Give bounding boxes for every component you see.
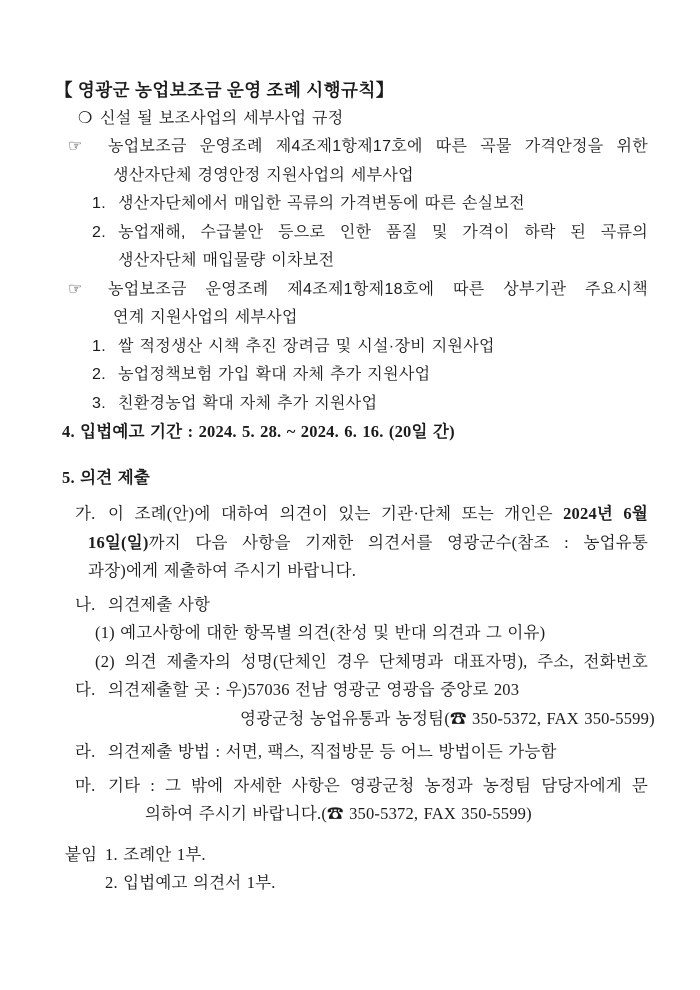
item-ma-line2: 의하여 주시기 바랍니다.(☎ 350-5372, FAX 350-5599) — [145, 804, 532, 823]
section4-notice-period: 4. 입법예고 기간 : 2024. 5. 28. ~ 2024. 6. 16. (20일 간) — [62, 422, 455, 441]
deadline-month-bold: 2024년 6월 — [563, 504, 649, 523]
item-ma-line1 — [0, 772, 700, 801]
hand-bullet-icon: ☞ — [68, 280, 83, 298]
rule-item — [0, 190, 700, 219]
rule-group-clause18-line1 — [0, 276, 700, 305]
item-ma-text: 기타 : 그 밖에 자세한 사항은 영광군청 농정과 농정팀 담당자에게 문 — [108, 775, 648, 795]
rule-subheading — [0, 105, 700, 134]
item-na-title: 의견제출 사항 — [108, 594, 211, 614]
rule-subheading-text: 신설 될 보조사업의 세부사업 규정 — [100, 109, 344, 127]
attachment-item2: 2. 입법예고 의견서 1부. — [105, 873, 276, 892]
item-ga-text: 이 조례(안)에 대하여 의견이 있는 기관·단체 또는 개인은 — [108, 504, 553, 523]
item-da-line2: 영광군청 농업유통과 농정팀(☎ 350-5372, FAX 350-5599) — [240, 708, 655, 728]
item-number: 1. — [92, 195, 106, 212]
rule-item — [0, 361, 700, 390]
rule-group-clause17-line2: 생산자단체 경영안정 지원사업의 세부사업 — [113, 166, 414, 184]
item-na-sub2: (2) 의견 제출자의 성명(단체인 경우 단체명과 대표자명), 주소, 전화번호 — [95, 651, 648, 671]
item-ga-line3: 과장)에게 제출하여 주시기 바랍니다. — [88, 561, 357, 580]
item-ma-label: 마. — [75, 775, 96, 795]
attachment-label: 붙임 — [65, 844, 98, 864]
item-ga-line2-text: 까지 다음 사항을 기재한 의견서를 영광군수(참조 : 농업유통 — [148, 532, 648, 552]
item-number: 1. — [92, 337, 106, 355]
item-text: 생산자단체에서 매입한 곡류의 가격변동에 따른 손실보전 — [118, 195, 525, 212]
item-text: 친환경농업 확대 자체 추가 지원사업 — [118, 394, 378, 412]
item-na-label: 나. — [75, 594, 96, 614]
item-da-label: 다. — [75, 680, 96, 699]
item-da-text: 의견제출할 곳 : 우)57036 전남 영광군 영광읍 중앙로 203 — [108, 680, 520, 699]
item-ga-line2 — [0, 529, 700, 558]
rule-group-clause18-text: 농업보조금 운영조례 제4조제1항제18호에 따른 상부기관 주요시책 — [108, 280, 648, 298]
item-na-line — [0, 591, 700, 620]
rule-group-clause17-text: 농업보조금 운영조례 제4조제1항제17호에 따른 곡물 가격안정을 위한 — [108, 138, 648, 155]
item-da-line1 — [0, 676, 700, 705]
item-ra-text: 의견제출 방법 : 서면, 팩스, 직접방문 등 어느 방법이든 가능함 — [108, 742, 557, 761]
item-text: 농업재해, 수급불안 등으로 인한 품질 및 가격이 하락 된 곡류의 — [118, 223, 648, 241]
rule-group-clause17-line1 — [0, 133, 700, 162]
item-na-sub1: (1) 예고사항에 대한 항목별 의견(찬성 및 반대 의견과 그 이유) — [95, 623, 546, 642]
rule-group-clause18-line2: 연계 지원사업의 세부사업 — [113, 309, 298, 326]
item-ra-label: 라. — [75, 742, 96, 761]
rule-item — [0, 219, 700, 248]
item-ga-label: 가. — [75, 504, 96, 523]
circle-bullet-icon: ❍ — [78, 109, 93, 127]
deadline-day-bold: 16일(일) — [88, 532, 149, 552]
attachment-line1 — [0, 841, 700, 870]
item-text: 쌀 적정생산 시책 추진 장려금 및 시설·장비 지원사업 — [118, 337, 495, 355]
rule-item — [0, 390, 700, 419]
item-number: 2. — [92, 223, 106, 241]
attachment-item1: 1. 조례안 1부. — [105, 844, 206, 864]
item-number: 3. — [92, 394, 106, 412]
document-title: 【 영광군 농업보조금 운영 조례 시행규칙】 — [55, 80, 394, 100]
hand-bullet-icon: ☞ — [68, 138, 83, 155]
rule-item-wrap: 생산자단체 매입물량 이차보전 — [118, 252, 335, 269]
item-number: 2. — [92, 366, 106, 383]
item-ga-line1 — [0, 500, 700, 529]
item-ra-line — [0, 738, 700, 767]
section5-heading: 5. 의견 제출 — [62, 467, 150, 487]
item-text: 농업정책보험 가입 확대 자체 추가 지원사업 — [118, 366, 431, 383]
rule-item — [0, 333, 700, 362]
